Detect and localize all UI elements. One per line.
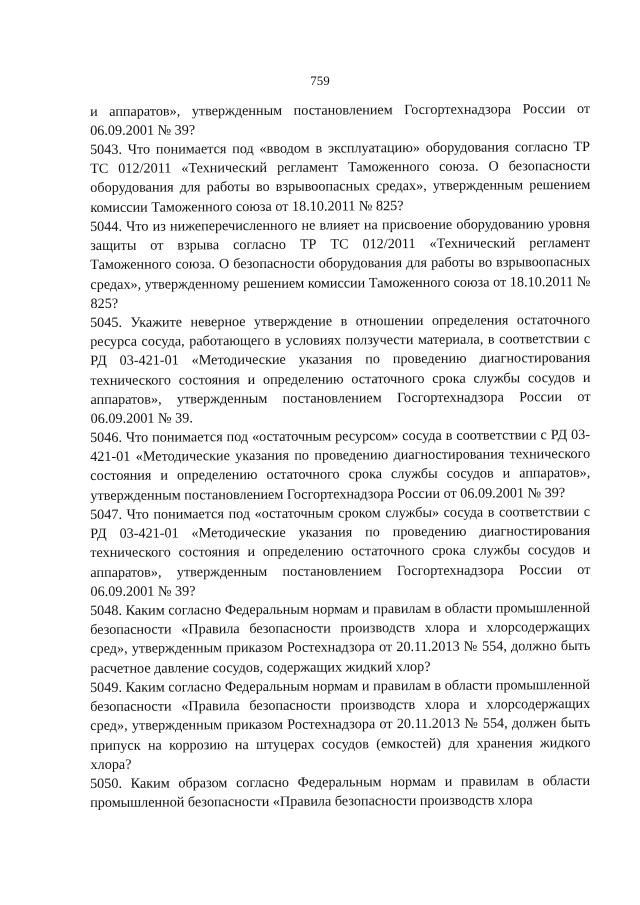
- question-5043: 5043. Что понимается под «вводом в эксплуатацию» оборудования согласно ТР ТС 012/2011 «Технический регламент Таможенного союза. О безопасности оборудования для работы во взрывоопасных средах», утвержденным решением комиссии Таможенного союза от 18.10.2011 № 825?: [90, 139, 591, 217]
- question-5049: 5049. Каким согласно Федеральным нормам и правилам в области промышленной безопасности «Правила безопасности производств хлора и хлорсодержащих сред», утвержденным приказом Ростехнадзора от 20.11.2013 № 554, должен быть припуск на коррозию на штуцерах сосудов (емкостей) для хранения жидкого хлора?: [90, 677, 591, 773]
- question-5048: 5048. Каким согласно Федеральным нормам и правилам в области промышленной безопасности «Правила безопасности производств хлора и хлорсодержащих сред», утвержденным приказом Ростехнадзора от 20.11.2013 № 554, должно быть расчетное давление сосудов, содержащих жидкий хлор?: [90, 600, 591, 677]
- question-5044: 5044. Что из нижеперечисленного не влияет на присвоение оборудованию уровня защиты от взрыва согласно ТР ТС 012/2011 «Технический регламент Таможенного союза. О безопасности оборудования для работы во взрывоопасных средах», утвержденному решением комиссии Таможенного союза от 18.10.2011 № 825?: [90, 216, 591, 313]
- question-paragraph: и аппаратов», утвержденным постановлением Госгортехнадзора России от 06.09.2001 № 39?: [90, 100, 591, 140]
- question-5050: 5050. Каким образом согласно Федеральным нормам и правилам в области промышленной безопасности «Правила безопасности производств хлора: [90, 773, 591, 812]
- question-5047: 5047. Что понимается под «остаточным сроком службы» сосуда в соответствии с РД 03-421-01 «Методические указания по проведению диагностирования технического состояния и определению остаточного срока службы сосудов и аппаратов», утвержденным постановлением Госгортехнадзора России от 06.09.2001 № 39?: [90, 504, 591, 601]
- question-5046: 5046. Что понимается под «остаточным ресурсом» сосуда в соответствии с РД 03-421-01 «Методические указания по проведению диагностирования технического состояния и определению остаточного срока службы сосудов и аппаратов», утвержденным постановлением Госгортехнадзора России от 06.09.2001 № 39?: [90, 427, 591, 505]
- page-body: [90, 100, 591, 814]
- page-number: 759: [310, 73, 330, 88]
- question-5045: 5045. Укажите неверное утверждение в отношении определения остаточного ресурса сосуда, работающего в условиях ползучести материала, в соответствии с РД 03-421-01 «Методические указания по проведению диагностирования технического состояния и определению остаточного срока службы сосудов и аппаратов», утвержденным постановлением Госгортехнадзора России от 06.09.2001 № 39.: [90, 312, 591, 428]
